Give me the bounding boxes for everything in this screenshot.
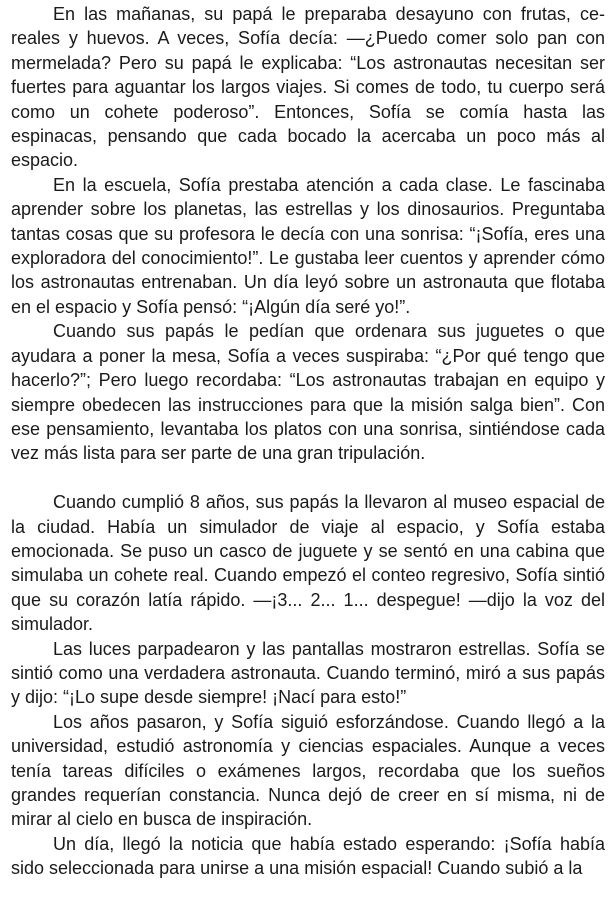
paragraph-breakfast: En las mañanas, su papá le preparaba desayuno con frutas, cereales y huevos. A veces, Sofía decía: —¿Puedo comer solo pan con mermelada? Pero su papá le explicaba: “Los astronautas necesitan ser fuertes para aguantar los largos viajes. Si comes de todo, tu cuerpo será como un cohete poderoso”. Entonces, Sofía se comía hasta las espinacas, pensando que cada bocado la acercaba un poco más al espacio.: [11, 4, 605, 171]
paragraph-university: Los años pasaron, y Sofía siguió esforzándose. Cuando llegó a la universidad, estudió astronomía y ciencias espaciales. Aunque a veces tenía tareas difíciles o exámenes largos, recordaba que los sueños grandes requerían constancia. Nunca dejó de creer en sí misma, ni de mirar al cielo en busca de inspiración.: [11, 711, 605, 830]
paragraph-museum: Cuando cumplió 8 años, sus papás la llevaron al museo espacial de la ciudad. Había un simulador de viaje al espacio, y Sofía estaba emocionada. Se puso un casco de juguete y se sentó en una cabina que simulaba un cohete real. Cuando empezó el conteo regresivo, Sofía sintió que su corazón latía rápido. —¡3... 2... 1... despegue! —dijo la voz del simulador.: [11, 492, 605, 635]
story-page: [11, 2, 605, 881]
paragraph-simulator: Las luces parpadearon y las pantallas mostraron estrellas. Sofía se sintió como una verdadera astronauta. Cuando terminó, miró a sus papás y dijo: “¡Lo supe desde siempre! ¡Nací para esto!”: [11, 638, 605, 708]
paragraph-school: En la escuela, Sofía prestaba atención a cada clase. Le fascinaba aprender sobre los planetas, las estrellas y los dinosaurios. Preguntaba tantas cosas que su profesora le decía con una sonrisa: “¡Sofía, eres una exploradora del conocimiento!”. Le gustaba leer cuentos y aprender cómo los astronautas entrenaban. Un día leyó sobre un astronauta que flotaba en el espacio y Sofía pensó: “¡Algún día seré yo!”.: [11, 174, 605, 317]
paragraph-mission: Un día, llegó la noticia que había estado esperando: ¡Sofía había sido seleccionada para unirse a una misión espacial! Cuando subió a la: [11, 833, 605, 879]
paragraph-chores: Cuando sus papás le pedían que ordenara sus juguetes o que ayudara a poner la mesa, Sofía a veces suspiraba: “¿Por qué tengo que hacerlo?”; Pero luego recordaba: “Los astronautas trabajan en equipo y siempre obedecen las instrucciones para que la misión salga bien”. Con ese pensamiento, levantaba los platos con una sonrisa, sintiéndose cada vez más lista para ser parte de una gran tripulación.: [11, 321, 605, 464]
